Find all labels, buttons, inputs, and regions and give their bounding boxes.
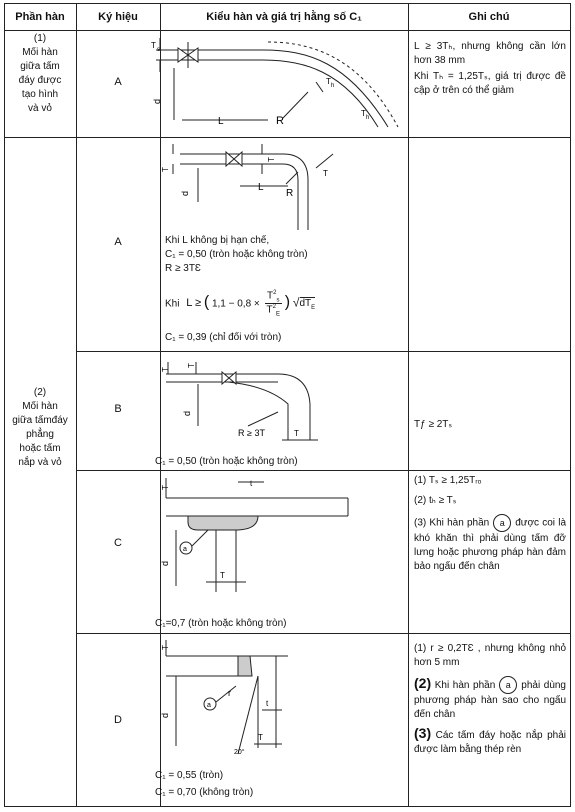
row2c-divider [76,633,571,634]
row2d-line-2: C₁ = 0,70 (không tròn) [155,787,254,798]
header-weld-type: Kiểu hàn và giá trị hằng số C₁ [206,11,362,23]
row2-part-line: (2) [33,387,47,398]
row1-part-line: tạo hình [21,89,59,100]
row1-label-ts-sub: s [157,47,160,53]
formula-den: T [266,304,273,316]
row2b-label-r: R ≥ 3T [238,428,265,438]
row1-part-line: (1) [33,33,47,44]
row2a-label-ts: T [161,167,170,172]
row2a-label-te: T [267,157,276,162]
row2d-label-r: r [228,688,231,698]
formula-den-sub: E [276,311,281,318]
row2-part-line: Mối hàn [22,401,58,412]
row2d-label-ts: T [161,645,170,650]
row2d-note-3-text: Các tấm đáy hoặc nắp phải được làm bằng thép rèn [414,730,567,756]
formula-a: 1,1 − 0,8 × [211,298,260,310]
row2c-note-3b: được coi là khó khăn thì phải dùng tấm đỡ lưng hoặc phương pháp hàn đảm bảo ngấu đến chân [414,517,566,572]
row2c-label-tb: t [250,479,253,488]
header-notes: Ghi chú [468,11,510,23]
row2b-note: Tƒ ≥ 2Tₛ [414,419,453,430]
row2a-diagram [158,140,358,232]
formula-paren-open: ( [203,293,210,311]
row2b-label-ts: T [161,367,170,372]
row2d-note-2 [414,676,566,722]
formula-sqrt-sign: √ [292,295,300,310]
row1-part [4,32,76,116]
col-divider-3 [408,3,409,807]
formula-den-sup: 2 [272,304,276,311]
row1-diagram [148,32,406,136]
row1-part-line: giữa tấm [20,61,60,72]
table-border-bottom [4,806,571,807]
row1-label-th: T [326,77,331,86]
row1-part-line: Mối hàn [22,47,58,58]
formula-sqrt-body [299,297,316,312]
row2a-label-d: d [180,190,190,196]
row1-label-th2-sub: h [366,115,370,121]
row1-part-line: và vỏ [28,103,52,114]
row1-label-L: L [218,116,224,127]
row2d-label-te: T [258,733,263,742]
row2c-note-1: (1) Tₛ ≥ 1,25Tᵣₒ [414,475,482,486]
row2a-after: C₁ = 0,39 (chỉ đối với tròn) [165,332,282,343]
row2a-divider [76,351,571,352]
row2c-notes [414,474,566,574]
row2a-label-L: L [258,182,264,193]
row2c-label-ts: T [161,485,170,490]
row2c-label-d: d [160,560,170,566]
row2a-formula [165,290,315,318]
row2c-line: C₁=0,7 (tròn hoặc không tròn) [155,618,287,629]
row2d-lines [155,769,253,800]
row2b-line: C₁ = 0,50 (tròn hoặc không tròn) [155,456,298,467]
row2d-diagram [158,636,298,756]
row2a-text [165,234,405,276]
row2b-symbol: B [114,403,122,415]
row2b-label-te: T [294,429,299,438]
row2a-label-R: R [286,188,294,199]
row2c-note-3 [414,514,566,574]
row2c-note-3a: (3) Khi hàn phần [414,517,490,529]
formula-l: L ≥ [186,297,202,310]
row1-label-th-sub: h [331,83,335,89]
row2d-note-2-num: (2) [414,675,432,691]
formula-num-sup: 2 [273,290,277,296]
row2d-note-1: (1) r ≥ 0,2TƐ , nhưng không nhỏ hơn 5 mm [414,643,566,668]
row2d-label-angle: 20° [234,749,245,756]
row2d-label-tb: t [266,699,269,708]
formula-root: dT [299,298,312,310]
row2b-label-d: d [182,410,192,416]
formula-prefix: Khi [165,298,180,310]
formula-paren-close: ) [284,293,291,311]
row1-note-1: L ≥ 3Tₕ, nhưng không cần lớn hơn 38 mm [414,41,566,66]
formula-num-sub: s [276,297,280,304]
circle-a-icon: a [499,676,517,694]
row2-part-line: nắp và vỏ [18,457,62,468]
row2d-note-3-num: (3) [414,725,432,742]
row2-part [4,386,76,470]
row2d-line-1: C₁ = 0,55 (tròn) [155,770,224,781]
formula-root-sub: E [311,305,316,312]
row2c-symbol: C [114,537,122,549]
row2c-label-a: a [183,546,187,553]
row2d-notes [414,642,566,757]
header-divider [4,30,571,31]
row2d-note-2a: Khi hàn phần [434,680,496,691]
row2-part-line: phẳng [26,429,54,440]
row2d-note-2b: phải dùng phương pháp hàn sao cho ngấu đến chân [414,680,566,721]
circle-a-icon: a [493,514,511,532]
row1-symbol: A [114,76,122,88]
header-symbol: Ký hiệu [98,11,138,23]
row2a-symbol: A [114,236,122,248]
row2c-label-te: T [220,571,225,580]
row2b-divider [76,470,571,471]
row2d-label-d: d [160,712,170,718]
header-part: Phần hàn [15,11,65,23]
row2-part-line: hoặc tấm [19,443,61,454]
row1-note-2: Khi Tₕ = 1,25Tₛ, giá trị được đề cập ở trên có thể giảm [414,71,566,96]
row1-part-line: đáy được [18,75,62,86]
row2c-note-2: (2) tₕ ≥ Tₛ [414,495,457,506]
row1-notes [414,40,566,98]
row1-label-ts: T [151,41,156,50]
row2-part-line: giữa tấmđáy [12,415,68,426]
table-border-right [570,3,571,807]
row1-divider [4,137,571,138]
row2a-line-3: R ≥ 3TƐ [165,263,201,274]
row2d-note-3 [414,726,566,757]
row1-label-d: d [152,98,162,104]
row2b-diagram [158,354,338,446]
row1-label-th2: T [361,109,366,118]
row2c-diagram [158,474,358,614]
row2b-label-tf: T [187,363,196,368]
row2a-line-2: C₁ = 0,50 (tròn hoặc không tròn) [165,249,308,260]
row2a-line-1: Khi L không bị hạn chế, [165,235,270,246]
row2d-symbol: D [114,714,122,726]
row2a-label-te2: T [323,169,328,178]
row2d-label-a: a [207,702,211,709]
row1-label-R: R [276,115,284,127]
formula-fraction [265,290,282,318]
formula-num: T [267,290,274,302]
